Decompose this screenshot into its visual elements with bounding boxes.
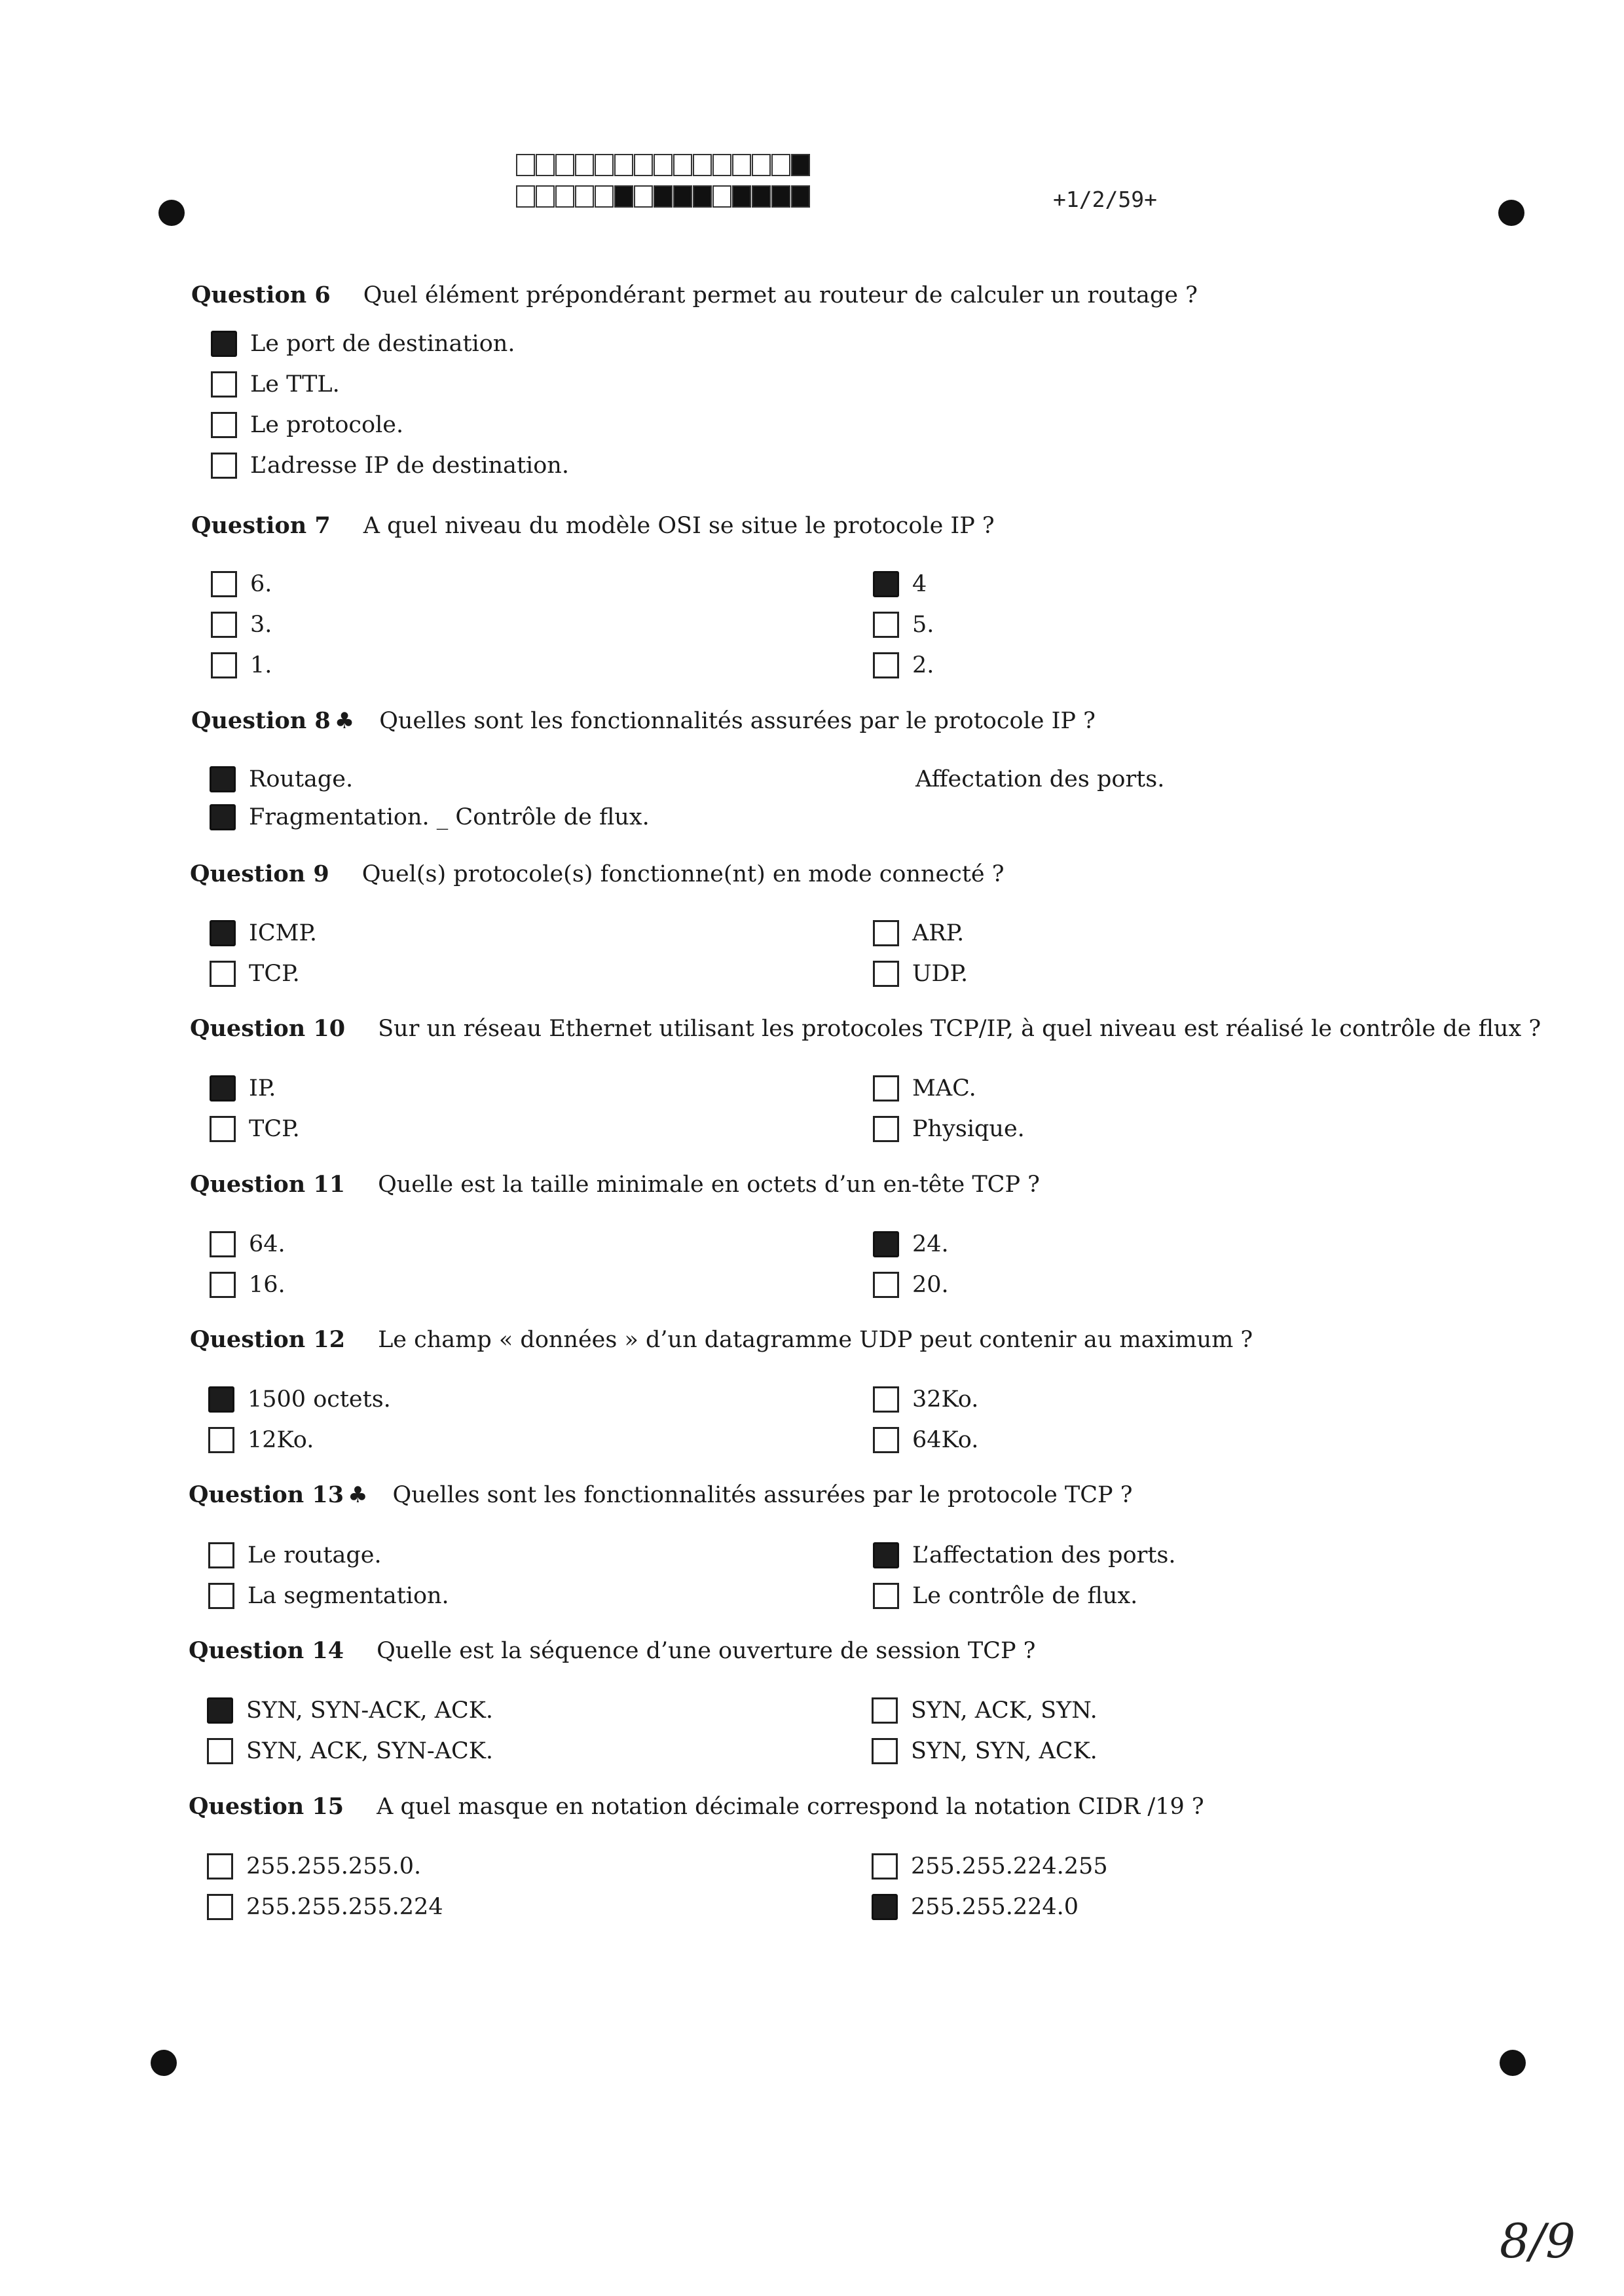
answer-option bbox=[915, 766, 1164, 792]
answer-option[interactable] bbox=[207, 1853, 421, 1879]
answer-label: SYN, ACK, SYN-ACK. bbox=[246, 1738, 494, 1764]
answer-label: TCP. bbox=[249, 1116, 300, 1142]
answer-checkbox[interactable] bbox=[207, 1738, 233, 1764]
answer-label: La segmentation. bbox=[248, 1583, 449, 1609]
answer-checkbox[interactable] bbox=[872, 1894, 898, 1920]
answer-option[interactable] bbox=[211, 571, 272, 597]
question-11 bbox=[190, 1171, 1040, 1198]
question-text: Quel(s) protocole(s) fonctionne(nt) en mode connecté ? bbox=[361, 861, 1005, 887]
question-text: Le champ « données » d’un datagramme UDP peut contenir au maximum ? bbox=[378, 1327, 1253, 1353]
question-text: A quel masque en notation décimale correspond la notation CIDR /19 ? bbox=[377, 1794, 1204, 1820]
answer-checkbox[interactable] bbox=[210, 1116, 236, 1142]
answer-option[interactable] bbox=[873, 1542, 1176, 1568]
question-14 bbox=[189, 1637, 1035, 1664]
answer-checkbox[interactable] bbox=[207, 1853, 233, 1879]
answer-checkbox[interactable] bbox=[873, 1583, 899, 1609]
answer-label: ICMP. bbox=[249, 920, 318, 946]
answer-option[interactable] bbox=[873, 1427, 978, 1453]
answer-label: L’affectation des ports. bbox=[912, 1542, 1176, 1568]
answer-label: SYN, SYN-ACK, ACK. bbox=[246, 1697, 494, 1724]
answer-label: 255.255.224.0 bbox=[911, 1894, 1079, 1920]
answer-label: SYN, SYN, ACK. bbox=[911, 1738, 1098, 1764]
answer-option[interactable] bbox=[210, 1272, 286, 1298]
answer-label: 2. bbox=[912, 652, 934, 678]
answer-checkbox[interactable] bbox=[208, 1427, 234, 1453]
answer-checkbox[interactable] bbox=[208, 1386, 234, 1413]
question-number: Question 14 bbox=[189, 1637, 344, 1664]
answer-option[interactable] bbox=[208, 1427, 314, 1453]
answer-checkbox[interactable] bbox=[211, 371, 237, 398]
answer-checkbox[interactable] bbox=[208, 1583, 234, 1609]
question-10 bbox=[190, 1015, 1541, 1042]
answer-label: 64Ko. bbox=[912, 1427, 979, 1453]
answer-label: Affectation des ports. bbox=[915, 766, 1165, 792]
answer-option[interactable] bbox=[873, 1231, 949, 1257]
answer-option[interactable] bbox=[873, 961, 968, 987]
question-number: Question 8 bbox=[191, 707, 331, 734]
answer-option[interactable] bbox=[210, 804, 650, 830]
answer-checkbox[interactable] bbox=[211, 652, 237, 678]
answer-label: 4 bbox=[912, 571, 927, 597]
question-number: Question 11 bbox=[190, 1171, 346, 1198]
answer-checkbox[interactable] bbox=[873, 652, 899, 678]
answer-checkbox[interactable] bbox=[873, 1427, 899, 1453]
answer-label: L’adresse IP de destination. bbox=[250, 453, 569, 479]
question-text: Quelle est la taille minimale en octets d’un en-tête TCP ? bbox=[378, 1172, 1040, 1198]
answer-label: Le routage. bbox=[248, 1542, 382, 1568]
question-text: Quel élément prépondérant permet au routeur de calculer un routage ? bbox=[363, 282, 1198, 308]
answer-option[interactable] bbox=[210, 766, 353, 792]
question-13 bbox=[189, 1481, 1133, 1508]
answer-checkbox[interactable] bbox=[210, 804, 236, 830]
answer-option[interactable] bbox=[210, 1075, 276, 1102]
registration-mark-top-left bbox=[158, 200, 185, 226]
barcode-row-1 bbox=[516, 154, 811, 176]
answer-checkbox[interactable] bbox=[210, 1231, 236, 1257]
question-9 bbox=[190, 861, 1005, 887]
answer-label: 20. bbox=[912, 1272, 949, 1298]
answer-label: 255.255.224.255 bbox=[911, 1853, 1108, 1879]
answer-checkbox[interactable] bbox=[211, 331, 237, 357]
answer-option[interactable] bbox=[211, 331, 515, 357]
answer-label: Fragmentation. _ Contrôle de flux. bbox=[249, 804, 650, 830]
answer-checkbox[interactable] bbox=[872, 1738, 898, 1764]
answer-option[interactable] bbox=[872, 1853, 1108, 1879]
answer-checkbox[interactable] bbox=[210, 1272, 236, 1298]
answer-checkbox[interactable] bbox=[873, 1272, 899, 1298]
handwritten-page-number: 8/9 bbox=[1500, 2213, 1576, 2268]
answer-option[interactable] bbox=[873, 652, 934, 678]
answer-label: 1. bbox=[250, 652, 272, 678]
answer-checkbox[interactable] bbox=[873, 1386, 899, 1413]
answer-label: TCP. bbox=[249, 961, 300, 987]
question-text: A quel niveau du modèle OSI se situe le protocole IP ? bbox=[363, 513, 995, 539]
question-number: Question 10 bbox=[190, 1015, 346, 1042]
answer-option[interactable] bbox=[872, 1738, 1098, 1764]
registration-mark-bottom-left bbox=[151, 2050, 177, 2076]
answer-option[interactable] bbox=[211, 453, 569, 479]
answer-option[interactable] bbox=[210, 920, 317, 946]
answer-option[interactable] bbox=[872, 1697, 1098, 1724]
answer-checkbox[interactable] bbox=[211, 453, 237, 479]
question-text: Quelles sont les fonctionnalités assurées par le protocole IP ? bbox=[379, 708, 1096, 734]
answer-option[interactable] bbox=[873, 1386, 978, 1413]
answer-option[interactable] bbox=[873, 612, 934, 638]
answer-label: SYN, ACK, SYN. bbox=[911, 1697, 1098, 1724]
answer-label: 255.255.255.0. bbox=[246, 1853, 422, 1879]
answer-label: 6. bbox=[250, 571, 272, 597]
answer-checkbox[interactable] bbox=[210, 766, 236, 792]
answer-option[interactable] bbox=[211, 371, 340, 398]
question-number: Question 7 bbox=[191, 512, 331, 539]
answer-checkbox[interactable] bbox=[872, 1697, 898, 1724]
answer-label: 24. bbox=[912, 1231, 949, 1257]
multiple-answers-club-icon: ♣ bbox=[334, 708, 355, 734]
answer-label: UDP. bbox=[912, 961, 969, 987]
answer-label: MAC. bbox=[912, 1075, 976, 1102]
answer-checkbox[interactable] bbox=[211, 412, 237, 438]
answer-label: 1500 octets. bbox=[248, 1386, 391, 1413]
answer-checkbox[interactable] bbox=[873, 612, 899, 638]
question-number: Question 9 bbox=[190, 861, 329, 887]
answer-checkbox[interactable] bbox=[210, 961, 236, 987]
answer-checkbox[interactable] bbox=[207, 1697, 233, 1724]
answer-label: Physique. bbox=[912, 1116, 1025, 1142]
question-number: Question 12 bbox=[190, 1326, 346, 1353]
answer-checkbox[interactable] bbox=[210, 1075, 236, 1102]
answer-option[interactable] bbox=[210, 961, 300, 987]
question-number: Question 15 bbox=[189, 1793, 344, 1820]
answer-checkbox[interactable] bbox=[208, 1542, 234, 1568]
question-text: Sur un réseau Ethernet utilisant les protocoles TCP/IP, à quel niveau est réalisé le contrôle de flux ? bbox=[378, 1016, 1541, 1042]
answer-option[interactable] bbox=[207, 1894, 443, 1920]
answer-checkbox[interactable] bbox=[873, 961, 899, 987]
answer-option[interactable] bbox=[207, 1697, 493, 1724]
answer-option[interactable] bbox=[211, 412, 403, 438]
answer-checkbox[interactable] bbox=[210, 920, 236, 946]
answer-option[interactable] bbox=[873, 920, 964, 946]
answer-option[interactable] bbox=[210, 1116, 300, 1142]
answer-option[interactable] bbox=[208, 1583, 449, 1609]
answer-label: Le protocole. bbox=[250, 412, 404, 438]
answer-checkbox[interactable] bbox=[873, 571, 899, 597]
answer-label: Le contrôle de flux. bbox=[912, 1583, 1138, 1609]
answer-option[interactable] bbox=[873, 1075, 976, 1102]
answer-option[interactable] bbox=[208, 1542, 382, 1568]
question-7 bbox=[191, 512, 995, 539]
answer-label: 5. bbox=[912, 612, 934, 638]
registration-mark-top-right bbox=[1498, 200, 1524, 226]
answer-label: Le port de destination. bbox=[250, 331, 515, 357]
answer-option[interactable] bbox=[211, 612, 272, 638]
answer-option[interactable] bbox=[873, 1116, 1025, 1142]
answer-label: Le TTL. bbox=[250, 371, 340, 398]
sheet-id: +1/2/59+ bbox=[1053, 187, 1157, 212]
answer-label: ARP. bbox=[912, 920, 965, 946]
question-number: Question 6 bbox=[191, 282, 331, 308]
answer-checkbox[interactable] bbox=[873, 1231, 899, 1257]
answer-option[interactable] bbox=[873, 1583, 1137, 1609]
question-text: Quelle est la séquence d’une ouverture de session TCP ? bbox=[377, 1638, 1036, 1664]
question-text: Quelles sont les fonctionnalités assurées par le protocole TCP ? bbox=[392, 1482, 1133, 1508]
answer-label: 255.255.255.224 bbox=[246, 1894, 443, 1920]
answer-label: 12Ko. bbox=[248, 1427, 314, 1453]
question-12 bbox=[190, 1326, 1253, 1353]
answer-checkbox[interactable] bbox=[873, 1542, 899, 1568]
question-15 bbox=[189, 1793, 1204, 1820]
answer-label: 3. bbox=[250, 612, 272, 638]
answer-checkbox[interactable] bbox=[873, 1075, 899, 1102]
answer-checkbox[interactable] bbox=[873, 920, 899, 946]
question-8 bbox=[191, 707, 1096, 734]
registration-mark-bottom-right bbox=[1500, 2050, 1526, 2076]
question-6 bbox=[191, 282, 1198, 308]
answer-option[interactable] bbox=[208, 1386, 391, 1413]
answer-checkbox[interactable] bbox=[872, 1853, 898, 1879]
answer-label: Routage. bbox=[249, 766, 354, 792]
barcode-row-2 bbox=[516, 185, 811, 208]
answer-label: 16. bbox=[249, 1272, 286, 1298]
answer-label: IP. bbox=[249, 1075, 276, 1102]
answer-option[interactable] bbox=[873, 1272, 949, 1298]
answer-checkbox[interactable] bbox=[207, 1894, 233, 1920]
answer-option[interactable] bbox=[211, 652, 272, 678]
answer-label: 64. bbox=[249, 1231, 286, 1257]
multiple-answers-club-icon: ♣ bbox=[348, 1482, 368, 1508]
answer-label: 32Ko. bbox=[912, 1386, 979, 1413]
answer-option[interactable] bbox=[873, 571, 927, 597]
answer-checkbox[interactable] bbox=[211, 571, 237, 597]
answer-checkbox[interactable] bbox=[211, 612, 237, 638]
answer-option[interactable] bbox=[210, 1231, 286, 1257]
answer-option[interactable] bbox=[872, 1894, 1079, 1920]
answer-checkbox[interactable] bbox=[873, 1116, 899, 1142]
answer-option[interactable] bbox=[207, 1738, 493, 1764]
question-number: Question 13 bbox=[189, 1481, 344, 1508]
